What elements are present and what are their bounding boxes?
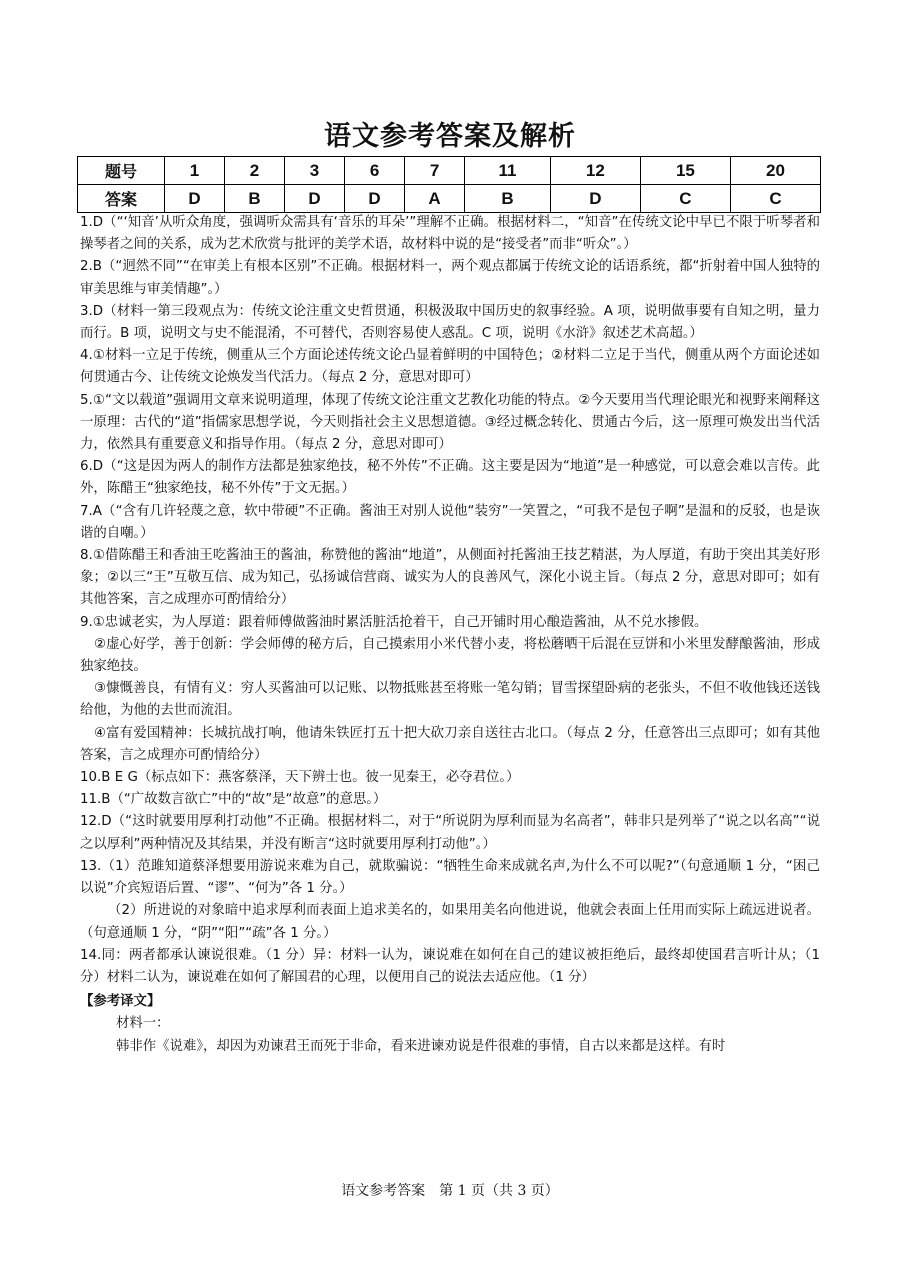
- answer-explanations: [80, 212, 820, 1058]
- explanation-q13-part2: （2）所进说的对象暗中追求厚利而表面上追求美名的，如果用美名向他进说，他就会表面上任用而实际上疏远进说者。（句意通顺 1 分，“阴”“阳”“疏”各 1 分。）: [80, 903, 820, 941]
- answer-cell: C: [640, 185, 730, 213]
- page-footer: 语文参考答案 第 1 页（共 3 页）: [341, 1183, 559, 1199]
- answer-cell: D: [550, 185, 640, 213]
- explanation-q10: 10.B E G（标点如下：燕客蔡泽，天下辨士也。彼一见秦王，必夺君位。）: [80, 770, 520, 786]
- answer-table-header-row: [78, 157, 821, 185]
- answer-cell: C: [730, 185, 820, 213]
- explanation-q5: 5.①“文以载道”强调用文章来说明道理，体现了传统文论注重文艺教化功能的特点。②今天要用当代理论眼光和视野来阐释这一原理：古代的“道”指儒家思想学说，今天则指社会主义思想道德。③经过概念转化、贯通古今后，这一原理可焕发出当代活力，依然具有重要意义和指导作用。（每点 2 分，意思对即可）: [80, 392, 820, 453]
- explanation-q3: 3.D（材料一第三段观点为：传统文论注重文史哲贯通，积极汲取中国历史的叙事经验。A 项，说明做事要有自知之明，量力而行。B 项，说明文与史不能混淆，不可替代，否则容易使人惑乱。C 项，说明《水浒》叙述艺术高超。）: [80, 303, 820, 342]
- explanation-q4: 4.①材料一立足于传统，侧重从三个方面论述传统文论凸显着鲜明的中国特色；②材料二立足于当代，侧重从两个方面论述如何贯通古今、让传统文论焕发当代活力。（每点 2 分，意思对即可）: [80, 348, 820, 386]
- translation-text: 韩非作《说难》，却因为劝谏君王而死于非命，看来进谏劝说是件很难的事情，自古以来都是这样。有时: [116, 1038, 726, 1054]
- question-number: 15: [640, 157, 730, 185]
- question-number: 1: [165, 157, 225, 185]
- question-number: 20: [730, 157, 820, 185]
- explanation-q2: 2.B（“迥然不同”“在审美上有根本区别”不正确。根据材料一，两个观点都属于传统文论的话语系统，都“折射着中国人独特的审美思维与审美情趣”。）: [80, 259, 820, 297]
- question-number: 2: [225, 157, 285, 185]
- answer-table-answer-row: [78, 185, 821, 213]
- explanation-q7: 7.A（“含有几许轻蔑之意，软中带硬”不正确。酱油王对别人说他“装穷”一笑置之，“可我不是包子啊”是温和的反驳，也是诙谐的自嘲。）: [80, 503, 820, 541]
- explanation-q9-point2: ②虚心好学，善于创新：学会师傅的秘方后，自己摸索用小米代替小麦，将松蘑晒干后混在豆饼和小米里发酵酿酱油，形成独家绝技。: [80, 636, 820, 675]
- explanation-q11: 11.B（“广故数言欲亡”中的“故”是“故意”的意思。）: [80, 792, 387, 808]
- explanation-q12: 12.D（“这时就要用厚利打动他”不正确。根据材料二，对于“所说阴为厚利而显为名高者”，韩非只是列举了“说之以名高”“说之以厚利”两种情况及其结果，并没有断言“这时就要用厚利打动他”。）: [80, 814, 820, 852]
- explanation-q1: 1.D（“‘知音’从听众角度，强调听众需具有‘音乐的耳朵’”理解不正确。根据材料二，“知音”在传统文论中早已不限于听琴者和操琴者之间的关系，成为艺术欣赏与批评的美学术语，故材料中说的是“接受者”而非“听众”。）: [80, 215, 820, 253]
- explanation-q8: 8.①借陈醋王和香油王吃酱油王的酱油，称赞他的酱油“地道”，从侧面衬托酱油王技艺精湛，为人厚道，有助于突出其美好形象；②以三“王”互敬互信、成为知己，弘扬诚信营商、诚实为人的良善风气，深化小说主旨。（每点 2 分，意思对即可；如有其他答案，言之成理亦可酌情给分）: [80, 548, 820, 608]
- explanation-q9-point1: 9.①忠诚老实，为人厚道：跟着师傅做酱油时累活脏活抢着干，自己开铺时用心酿造酱油，从不兑水掺假。: [80, 614, 708, 630]
- question-number: 3: [285, 157, 345, 185]
- answer-cell: D: [285, 185, 345, 213]
- question-number: 7: [405, 157, 465, 185]
- answer-cell: A: [405, 185, 465, 213]
- page-title: 语文参考答案及解析: [324, 121, 576, 152]
- answer-cell: D: [165, 185, 225, 213]
- explanation-q14: 14.同：两者都承认谏说很难。（1 分）异：材料一认为，谏说难在如何在自己的建议被拒绝后，最终却使国君言听计从；（1 分）材料二认为，谏说难在如何了解国君的心理，以便用自己的说法去适应他。（1 分）: [80, 947, 820, 985]
- question-number: 6: [345, 157, 405, 185]
- answer-cell: D: [345, 185, 405, 213]
- material-one-label: 材料一：: [116, 1016, 170, 1032]
- answer-label: 答案: [78, 185, 165, 213]
- answer-cell: B: [225, 185, 285, 213]
- answer-cell: B: [465, 185, 551, 213]
- question-number-label: 题号: [78, 157, 165, 185]
- explanation-q9-point4: ④富有爱国精神：长城抗战打响，他请朱铁匠打五十把大砍刀亲自送往古北口。（每点 2 分，任意答出三点即可；如有其他答案，言之成理亦可酌情给分）: [80, 725, 820, 763]
- explanation-q13-part1: 13.（1）范雎知道蔡泽想要用游说来难为自己，就欺骗说：“牺牲生命来成就名声,为什么不可以呢?”（句意通顺 1 分，“困己以说”介宾短语后置、“谬”、“何为”各 1 分。）: [80, 858, 820, 897]
- question-number: 11: [465, 157, 551, 185]
- explanation-q9-point3: ③慷慨善良，有情有义：穷人买酱油可以记账、以物抵账甚至将账一笔勾销；冒雪探望卧病的老张头，不但不收他钱还送钱给他，为他的去世而流泪。: [80, 681, 820, 719]
- answer-table: [77, 156, 821, 213]
- explanation-q6: 6.D（“这是因为两人的制作方法都是独家绝技，秘不外传”不正确。这主要是因为“地道”是一种感觉，可以意会难以言传。此外，陈醋王“独家绝技，秘不外传”于文无据。）: [80, 459, 820, 497]
- question-number: 12: [550, 157, 640, 185]
- reference-translation-heading: 【参考译文】: [80, 994, 161, 1010]
